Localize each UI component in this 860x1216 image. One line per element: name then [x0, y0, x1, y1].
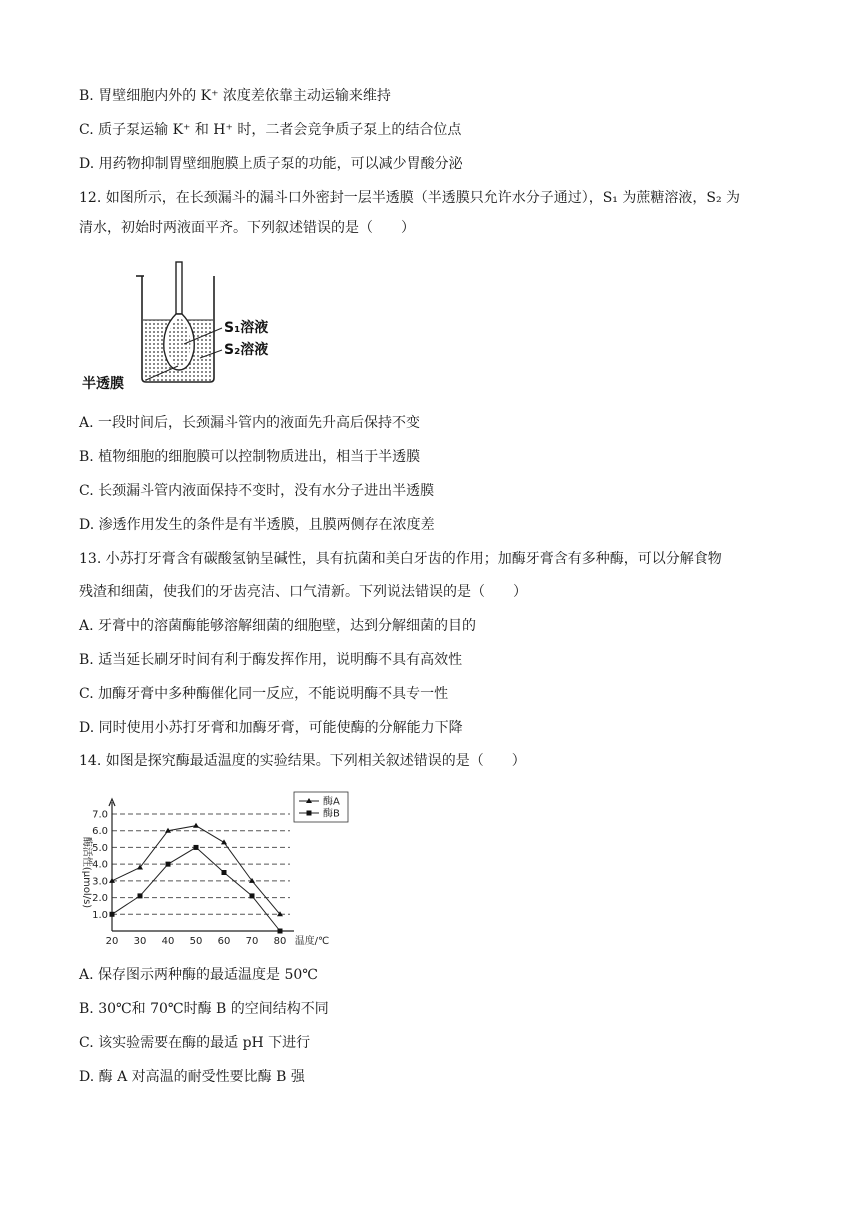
- x-axis-label: 温度/℃: [294, 936, 330, 947]
- y-tick-label: 4.0: [92, 859, 108, 871]
- y-tick-label: 3.0: [92, 876, 108, 888]
- q11-option-b: B. 胃壁细胞内外的 K⁺ 浓度差依靠主动运输来维持: [79, 88, 391, 104]
- q12-option-d: D. 渗透作用发生的条件是有半透膜，且膜两侧存在浓度差: [79, 517, 435, 533]
- y-tick-label: 5.0: [92, 842, 108, 854]
- x-tick-label: 70: [245, 936, 259, 947]
- q14-option-c: C. 该实验需要在酶的最适 pH 下进行: [79, 1035, 311, 1051]
- funnel-tube: [176, 262, 182, 314]
- q13-option-a: A. 牙膏中的溶菌酶能够溶解细菌的细胞壁，达到分解细菌的目的: [79, 618, 477, 634]
- data-point-enzyme-b: [278, 929, 283, 934]
- q14-stem: 14. 如图是探究酶最适温度的实验结果。下列相关叙述错误的是（ ）: [79, 753, 526, 769]
- series-line-enzyme-a: [112, 826, 280, 915]
- data-point-enzyme-b: [250, 893, 255, 898]
- label-s2: S₂溶液: [224, 342, 269, 358]
- q12-option-c: C. 长颈漏斗管内液面保持不变时，没有水分子进出半透膜: [79, 483, 435, 499]
- q13-stem-line-2: 残渣和细菌，使我们的牙齿亮洁、口气清新。下列说法错误的是（ ）: [79, 584, 527, 600]
- x-tick-label: 20: [105, 936, 119, 947]
- q12-option-b: B. 植物细胞的细胞膜可以控制物质进出，相当于半透膜: [79, 449, 421, 465]
- enzyme-temperature-chart: [72, 786, 352, 950]
- label-membrane: 半透膜: [82, 376, 124, 392]
- q14-option-d: D. 酶 A 对高温的耐受性要比酶 B 强: [79, 1069, 305, 1085]
- chart-svg: [72, 786, 352, 950]
- x-tick-label: 50: [189, 936, 203, 947]
- data-point-enzyme-a: [193, 823, 199, 828]
- x-tick-label: 80: [273, 936, 287, 947]
- y-tick-label: 1.0: [92, 909, 108, 921]
- osmosis-figure: [80, 258, 280, 398]
- legend-label: 酶A: [323, 796, 340, 808]
- label-s1: S₁溶液: [224, 320, 269, 336]
- y-axis-label: 酶活性(μmol/s): [81, 836, 92, 909]
- q14-option-a: A. 保存图示两种酶的最适温度是 50℃: [79, 967, 318, 983]
- q12-stem-line-1: 12. 如图所示，在长颈漏斗的漏斗口外密封一层半透膜（半透膜只允许水分子通过），S₁ 为蔗糖溶液，S₂ 为: [79, 190, 741, 206]
- data-point-enzyme-b: [138, 893, 143, 898]
- data-point-enzyme-b: [194, 845, 199, 850]
- y-tick-label: 6.0: [92, 826, 108, 838]
- q12-option-a: A. 一段时间后，长颈漏斗管内的液面先升高后保持不变: [79, 415, 421, 431]
- data-point-enzyme-b: [222, 870, 227, 875]
- q11-option-c: C. 质子泵运输 K⁺ 和 H⁺ 时，二者会竞争质子泵上的结合位点: [79, 122, 462, 138]
- series-line-enzyme-b: [112, 847, 280, 931]
- data-point-enzyme-b: [166, 862, 171, 867]
- q12-stem-line-2: 清水，初始时两液面平齐。下列叙述错误的是（ ）: [79, 220, 415, 236]
- q13-option-b: B. 适当延长刷牙时间有利于酶发挥作用，说明酶不具有高效性: [79, 652, 463, 668]
- x-tick-label: 60: [217, 936, 231, 947]
- q11-option-d: D. 用药物抑制胃壁细胞膜上质子泵的功能，可以减少胃酸分泌: [79, 156, 463, 172]
- y-tick-label: 2.0: [92, 893, 108, 905]
- x-tick-label: 40: [161, 936, 175, 947]
- q13-option-d: D. 同时使用小苏打牙膏和加酶牙膏，可能使酶的分解能力下降: [79, 720, 463, 736]
- q13-option-c: C. 加酶牙膏中多种酶催化同一反应，不能说明酶不具专一性: [79, 686, 449, 702]
- data-point-enzyme-a: [221, 839, 227, 844]
- legend-box: [294, 792, 348, 822]
- data-point-enzyme-b: [110, 912, 115, 917]
- q14-option-b: B. 30℃和 70℃时酶 B 的空间结构不同: [79, 1001, 329, 1017]
- legend-marker-square: [307, 811, 312, 816]
- legend-label: 酶B: [323, 808, 340, 820]
- q13-stem-line-1: 13. 小苏打牙膏含有碳酸氢钠呈碱性，具有抗菌和美白牙齿的作用；加酶牙膏含有多种酶，可以分解食物: [79, 551, 722, 567]
- y-tick-label: 7.0: [92, 809, 108, 821]
- x-tick-label: 30: [133, 936, 147, 947]
